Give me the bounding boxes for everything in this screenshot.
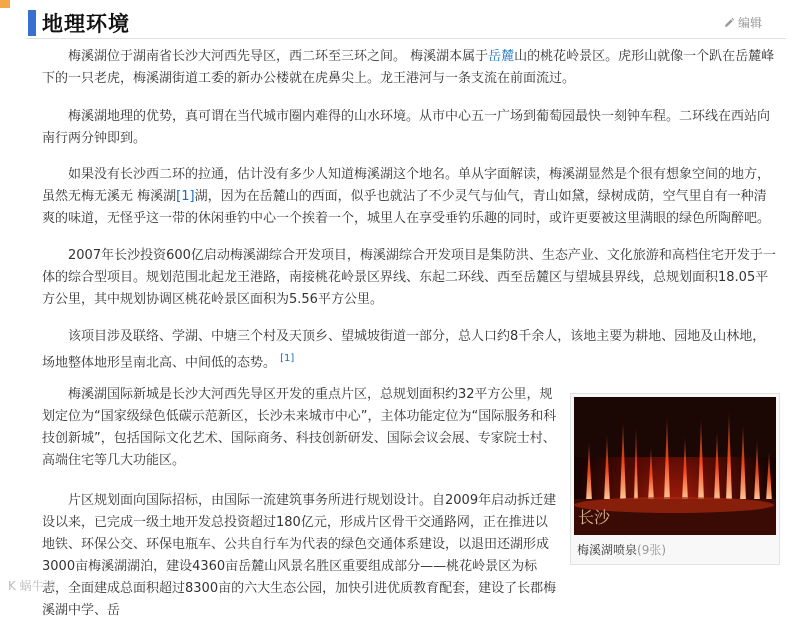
pencil-icon [723,17,735,29]
reference-link-1[interactable]: [1] [176,189,195,204]
caption-text: 梅溪湖喷泉 [577,543,638,557]
paragraph-3 [42,164,778,230]
paragraph-1-text-a: 梅溪湖位于湖南省长沙大河西先导区，西二环至三环之间。 梅溪湖本属于 [68,49,489,64]
edit-label: 编辑 [737,16,762,30]
corner-tab [0,0,26,46]
paragraph-3-text-a: 如果没有长沙西二环的拉通，估计没有多少人知道梅溪湖这个地名。单从字面解读，梅溪湖显然是个很有想象空间的地方，虽然无梅无溪无 梅溪湖 [42,167,771,204]
paragraph-1-text-b: 山的桃花岭景区。虎形山就像一个趴在岳麓峰下的一只老虎，梅溪湖街道工委的新办公楼就在虎鼻尖上。龙王港河与一条支流在前面流过。 [42,49,775,86]
heading-divider [26,38,786,39]
paragraph-1 [42,46,778,90]
link-yuelu[interactable]: 岳麓 [488,49,515,64]
paragraph-3-text-b: 湖，因为在岳麓山的西面，似乎也就沾了不少灵气与仙气，青山如黛，绿树成荫，空气里自有一种清爽的味道，无怪乎这一带的休闲垂钓中心一个挨着一个，城里人在享受垂钓乐趣的同时，或许更要被这里满眼的绿色所陶醉吧。 [42,189,771,226]
heading-accent-bar [28,10,36,36]
paragraph-5-text: 该项目涉及联络、学湖、中塘三个村及天顶乡、望城坡街道一部分，总人口约8千余人，该地主要为耕地、园地及山林地，场地整体地形呈南北高、中间低的态势。 [42,329,766,371]
fountain-figure[interactable] [570,393,780,565]
paragraph-6: 梅溪湖国际新城是长沙大河西先导区开发的重点片区，总规划面积约32平方公里，规划定位为“国家级绿色低碳示范新区，长沙未来城市中心”，主体功能定位为“国际服务和科技创新城”，包括国际文化艺术、国际商务、科技创新研发、国际会议会展、专家院士村、高端住宅等几大功能区。 [42,387,557,468]
caption-count: (9张) [637,543,667,557]
figure-caption[interactable] [577,541,666,558]
paragraph-2: 梅溪湖地理的优势，真可谓在当代城市圈内难得的山水环境。从市中心五一广场到葡萄园最快一刻钟车程。二环线在西站向南行两分钟即到。 [42,109,771,146]
paragraph-4: 2007年长沙投资600亿启动梅溪湖综合开发项目，梅溪湖综合开发项目是集防洪、生态产业、文化旅游和高档住宅开发于一体的综合型项目。规划范围北起龙王港路，南接桃花岭景区界线、东起二环线、西至岳麓区与望城县界线，总规划面积18.05平方公里，其中规划协调区桃花岭景区面积为5.56平方公里。 [42,248,776,307]
section-title: 地理环境 [42,12,130,36]
paragraph-7: 片区规划面向国际招标，由国际一流建筑事务所进行规划设计。自2009年启动拆迁建设以来，已完成一级土地开发总投资超过180亿元，形成片区骨干交通路网，正在推进以地铁、环保公交、环保电瓶车、公共自行车为代表的绿色交通体系建设，以退田还湖形成3000亩梅溪湖湖泊，建设4360亩岳麓山风景名胜区重要组成部分——桃花岭景区为标志，全面建成总面积超过8300亩的六大生态公园，加快引进优质教育配套，建设了长郡梅溪湖中学、岳 [42,493,557,618]
fountain-illustration [574,397,776,535]
fountain-photo[interactable] [574,397,776,535]
photo-overlay-text: 长沙 [578,508,611,527]
watermark-logo: K 蜗牛游 [8,579,56,593]
reference-link-2[interactable]: [1] [280,353,295,364]
edit-button[interactable] [723,14,762,31]
paragraph-5 [42,326,778,374]
